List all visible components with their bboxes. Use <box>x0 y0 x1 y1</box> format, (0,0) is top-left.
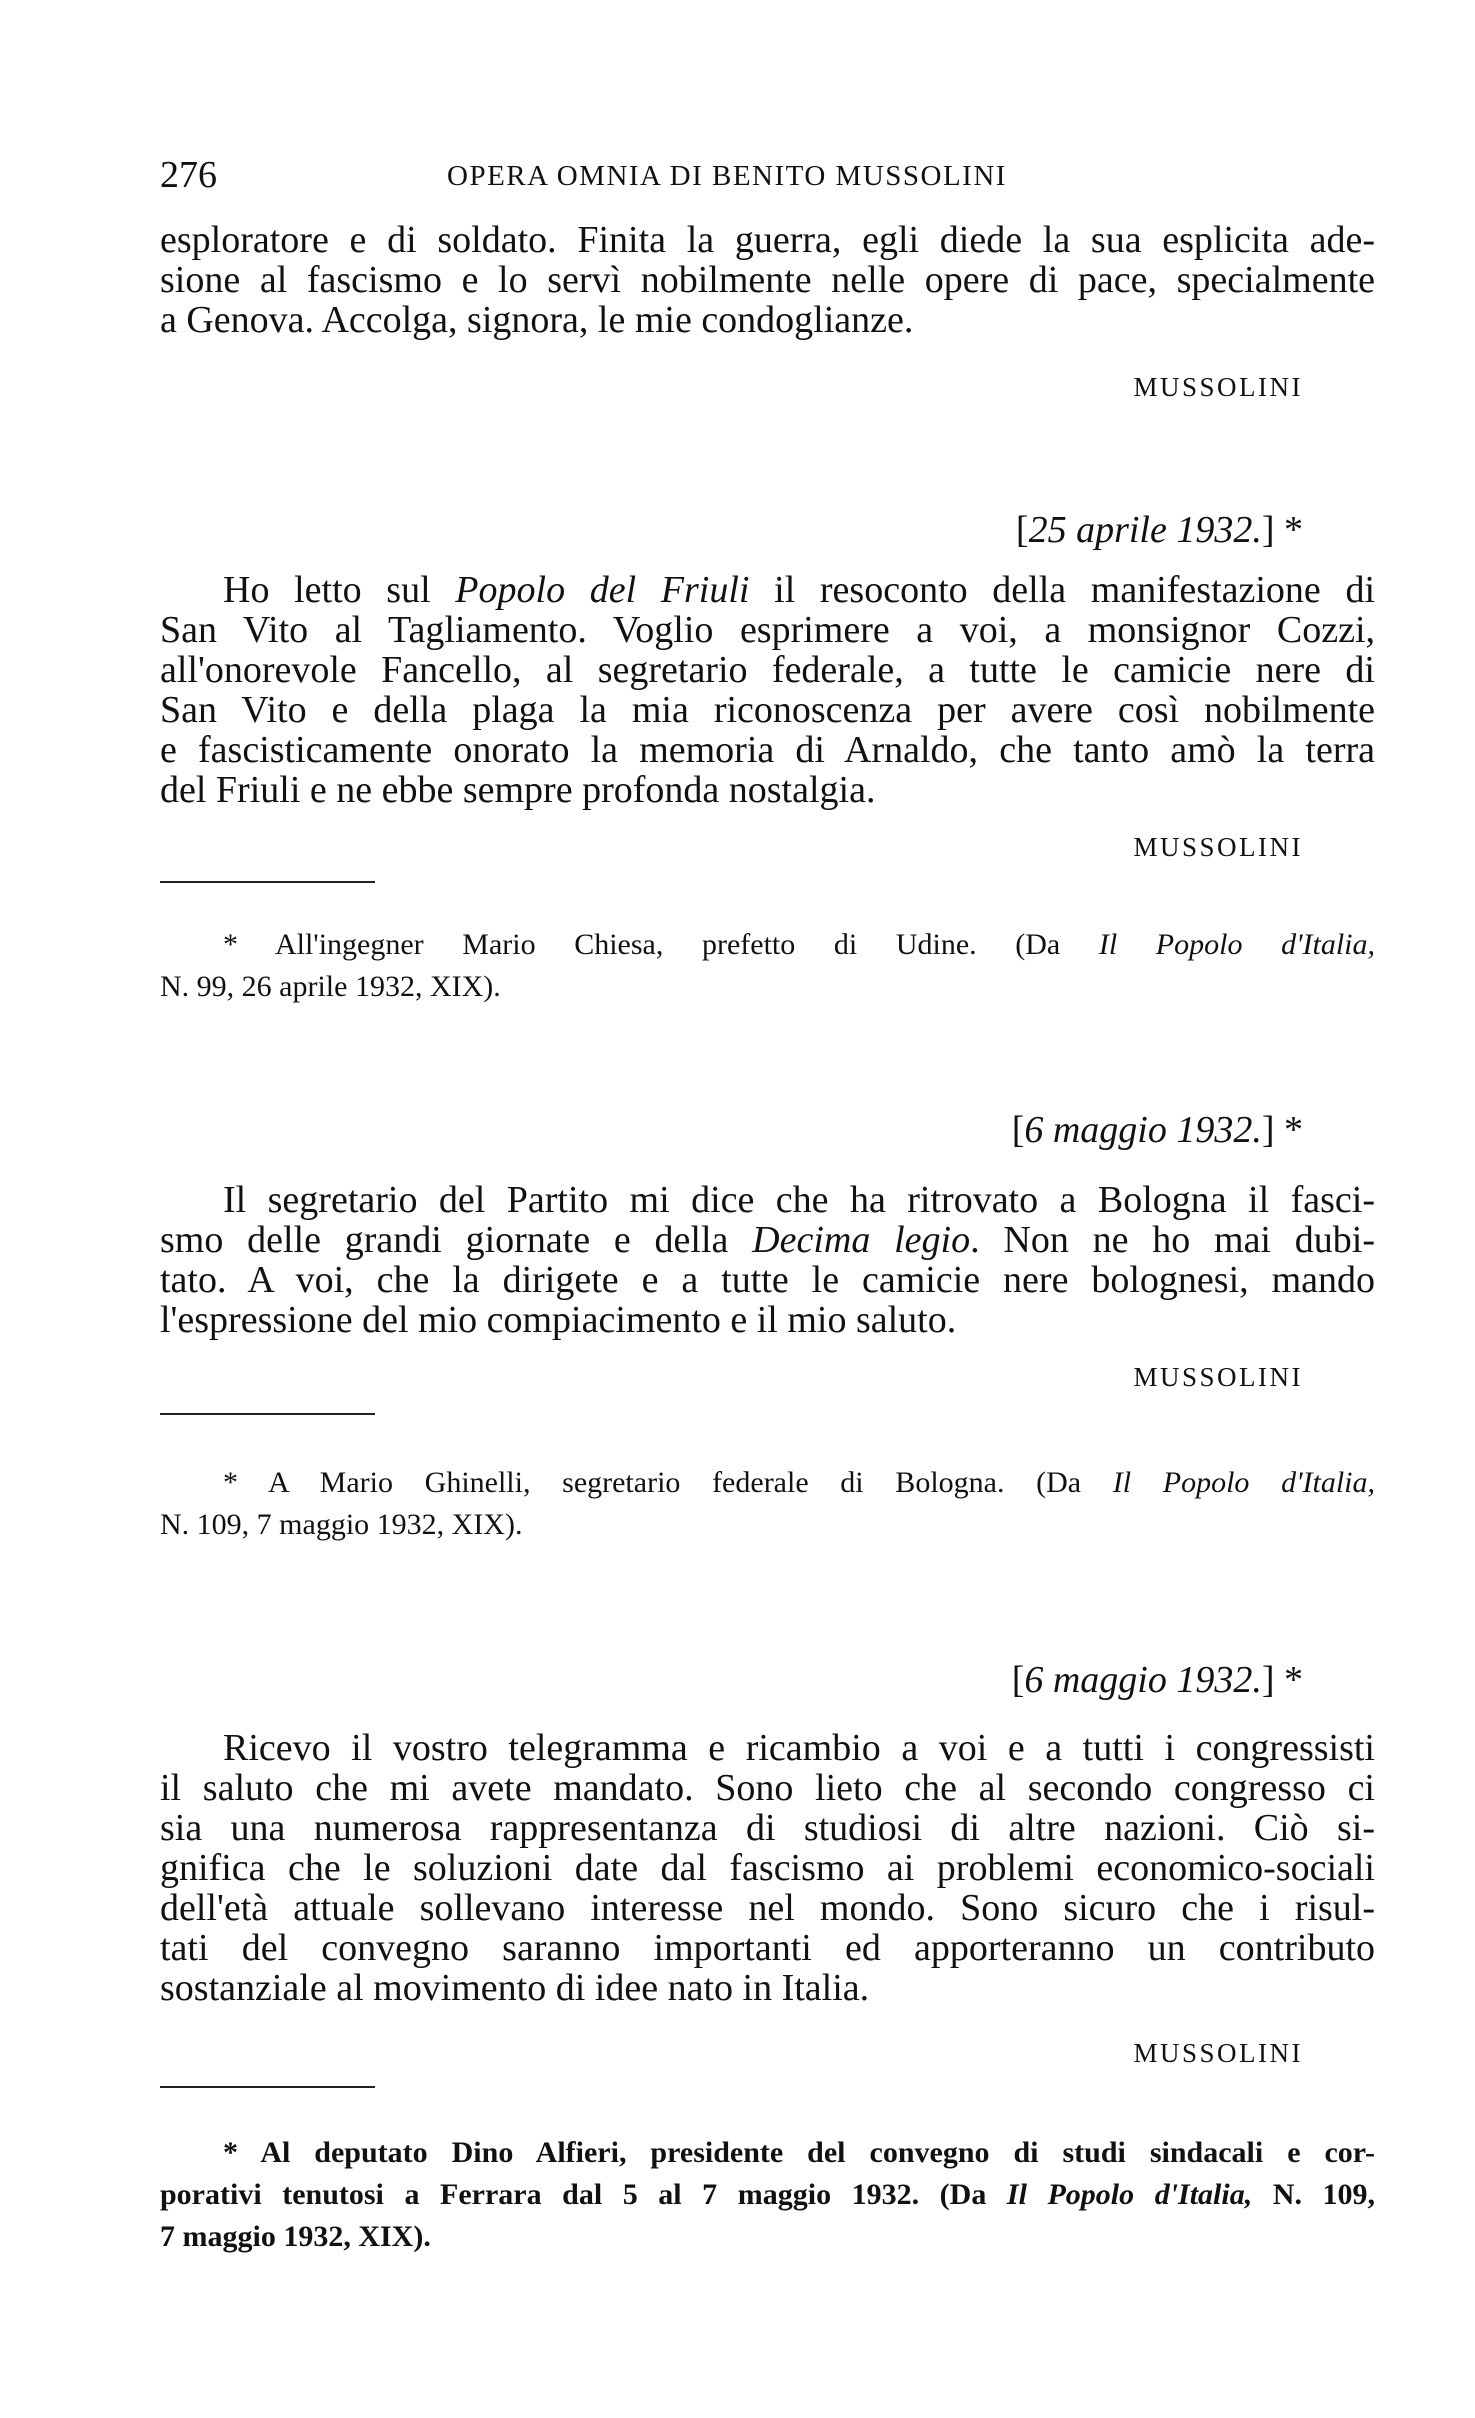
footnote-line: porativi tenutosi a Ferrara dal 5 al 7 maggio 1932. (Da Il Popolo d'Italia, N. 109, <box>160 2178 1376 2211</box>
text-line: Ho letto sul Popolo del Friuli il resoconto della manifestazione di <box>223 569 1376 611</box>
text-line: esploratore e di soldato. Finita la guerra, egli diede la sua esplicita ade- <box>160 219 1375 261</box>
continuation-paragraph <box>160 220 1375 340</box>
text-line: sione al fascismo e lo servì nobilmente nelle opere di pace, specialmente <box>160 259 1375 301</box>
footnote-rule <box>160 881 375 883</box>
footnote-rule <box>160 2086 375 2088</box>
text-line: sostanziale al movimento di idee nato in Italia. <box>160 1967 870 2009</box>
footnote-rule <box>160 1413 375 1415</box>
letter-paragraph <box>160 1180 1375 1340</box>
signature: MUSSOLINI <box>1133 832 1303 862</box>
text-line: tato. A voi, che la dirigete e a tutte le camicie nere bolognesi, mando <box>160 1259 1375 1301</box>
text-line: tati del convegno saranno importanti ed apporteranno un contributo <box>160 1927 1375 1969</box>
text-line: dell'età attuale sollevano interesse nel mondo. Sono sicuro che i risul- <box>160 1887 1375 1929</box>
running-head: OPERA OMNIA DI BENITO MUSSOLINI <box>447 160 1007 192</box>
signature: MUSSOLINI <box>1133 372 1303 402</box>
text-line: San Vito e della plaga la mia riconoscenza per avere così nobilmente <box>160 689 1375 731</box>
text-line: a Genova. Accolga, signora, le mie condoglianze. <box>160 299 914 341</box>
text-line: smo delle grandi giornate e della Decima legio. Non ne ho mai dubi- <box>160 1219 1375 1261</box>
footnote-line: 7 maggio 1932, XIX). <box>160 2220 431 2253</box>
text-line: Ricevo il vostro telegramma e ricambio a voi e a tutti i congressisti <box>223 1727 1375 1769</box>
letter-paragraph <box>160 1728 1375 2008</box>
text-line: all'onorevole Fancello, al segretario federale, a tutte le camicie nere di <box>160 649 1375 691</box>
letter-date: [6 maggio 1932.] * <box>1011 1659 1303 1701</box>
text-line: del Friuli e ne ebbe sempre profonda nostalgia. <box>160 769 876 811</box>
footnote-line: N. 99, 26 aprile 1932, XIX). <box>160 970 501 1003</box>
footnote <box>160 1462 1375 1546</box>
text-line: e fascisticamente onorato la memoria di Arnaldo, che tanto amò la terra <box>160 729 1375 771</box>
text-line: il saluto che mi avete mandato. Sono lieto che al secondo congresso ci <box>160 1767 1375 1809</box>
page-number: 276 <box>160 154 217 196</box>
footnote-line: * All'ingegner Mario Chiesa, prefetto di Udine. (Da Il Popolo d'Italia, <box>223 928 1375 961</box>
footnote-line: * Al deputato Dino Alfieri, presidente del convegno di studi sindacali e cor- <box>223 2136 1375 2169</box>
letter-paragraph <box>160 570 1375 810</box>
letter-date: [6 maggio 1932.] * <box>1011 1109 1303 1151</box>
footnote <box>160 2132 1375 2258</box>
text-line: l'espressione del mio compiacimento e il mio saluto. <box>160 1299 957 1341</box>
text-line: sia una numerosa rappresentanza di studiosi di altre nazioni. Ciò si- <box>160 1807 1375 1849</box>
letter-date: [25 aprile 1932.] * <box>1015 509 1303 551</box>
text-line: San Vito al Tagliamento. Voglio esprimere a voi, a monsignor Cozzi, <box>160 609 1375 651</box>
text-line: gnifica che le soluzioni date dal fascismo ai problemi economico-sociali <box>160 1847 1375 1889</box>
text-line: Il segretario del Partito mi dice che ha ritrovato a Bologna il fasci- <box>223 1179 1375 1221</box>
signature: MUSSOLINI <box>1133 1362 1303 1392</box>
page-header <box>160 153 1375 203</box>
footnote-line: * A Mario Ghinelli, segretario federale di Bologna. (Da Il Popolo d'Italia, <box>223 1466 1375 1499</box>
signature: MUSSOLINI <box>1133 2038 1303 2068</box>
footnote <box>160 924 1375 1008</box>
footnote-line: N. 109, 7 maggio 1932, XIX). <box>160 1508 523 1541</box>
